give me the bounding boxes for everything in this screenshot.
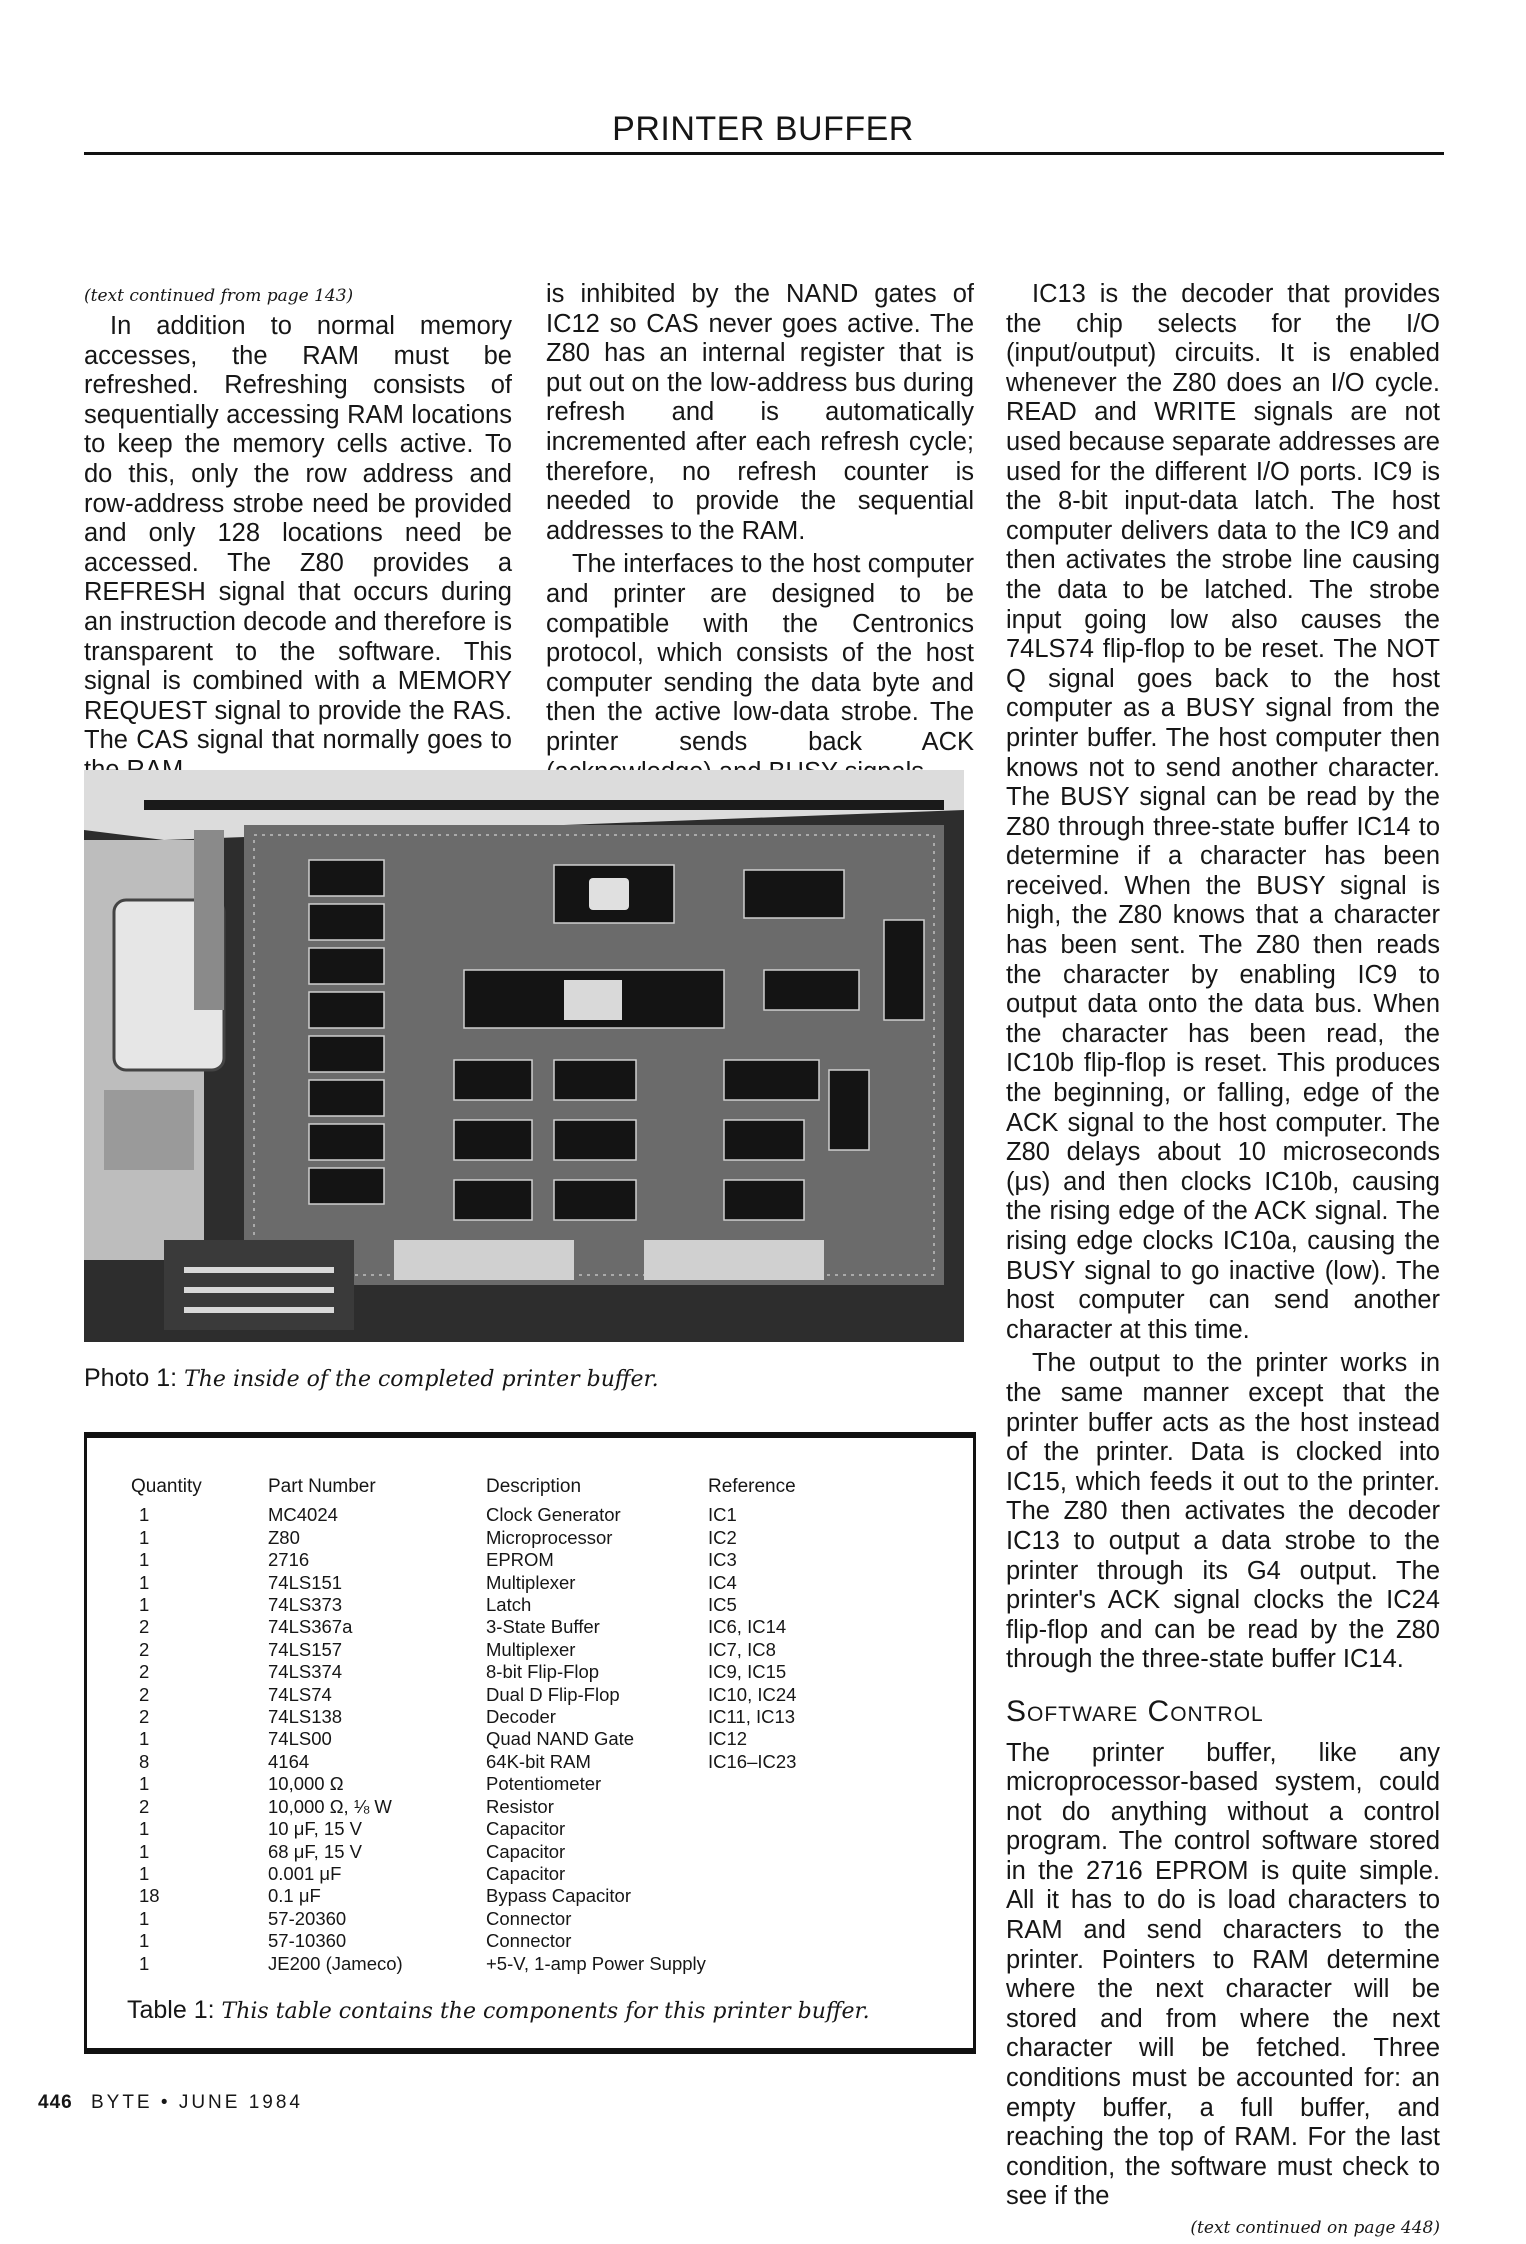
cell-part-number: 10,000 Ω, ⅛ W (268, 1795, 392, 1817)
cell-description: Resistor (486, 1795, 554, 1817)
cell-reference: IC2 (708, 1526, 737, 1548)
cell-description: Clock Generator (486, 1504, 621, 1526)
table-caption (127, 1996, 870, 2025)
cell-part-number: 4164 (268, 1750, 310, 1772)
table-row (131, 1527, 848, 1549)
cell-description: Capacitor (486, 1840, 566, 1862)
cell-part-number: 74LS151 (268, 1571, 343, 1593)
page-footer (38, 2092, 303, 2114)
cell-description: Microprocessor (486, 1526, 613, 1548)
page-number: 446 (38, 2092, 73, 2113)
cell-description: Latch (486, 1594, 532, 1616)
cell-quantity: 2 (139, 1638, 150, 1660)
cell-reference (708, 1953, 848, 1975)
table-row (131, 1863, 848, 1885)
cell-reference: IC1 (708, 1504, 737, 1526)
section-heading: Software Control (1006, 1694, 1264, 1728)
table-row (131, 1549, 848, 1571)
cell-quantity: 1 (139, 1773, 150, 1795)
cell-part-number: 74LS00 (268, 1728, 332, 1750)
col3-paragraph-2: The output to the printer works in the same manner except that the printer buffer acts as the host instead of the printer. Data is clocked into IC15, which feeds it out to the printer. The Z80 then activates the decoder IC13 to output a data strobe to the printer through its G4 output. The printer's ACK signal clocks the IC24 flip-flop and can be read by the Z80 through the three-state buffer IC14. (1006, 1349, 1440, 1674)
cell-quantity: 1 (139, 1571, 150, 1593)
table-row (131, 1773, 848, 1795)
table-row (131, 1706, 848, 1728)
column-3 (1006, 280, 1440, 2244)
table-row (131, 1796, 848, 1818)
cell-quantity: 2 (139, 1706, 150, 1728)
cell-part-number: 0.1 μF (268, 1885, 321, 1907)
cell-reference (708, 1930, 848, 1952)
cell-part-number: 74LS374 (268, 1661, 343, 1683)
cell-quantity: 1 (139, 1526, 150, 1548)
cell-quantity: 1 (139, 1728, 150, 1750)
cell-quantity: 1 (139, 1862, 150, 1884)
continued-from-note: (text continued from page 143) (84, 286, 354, 306)
header-quantity: Quantity (131, 1476, 202, 1497)
magazine-name: BYTE (90, 2092, 153, 2113)
table-row (131, 1639, 848, 1661)
cell-quantity: 2 (139, 1683, 150, 1705)
cell-reference: IC3 (708, 1549, 737, 1571)
table-caption-text: This table contains the components for this printer buffer. (221, 1999, 870, 2024)
cell-reference (708, 1841, 848, 1863)
cell-part-number: 10,000 Ω (268, 1773, 344, 1795)
table-row (131, 1572, 848, 1594)
cell-reference (708, 1796, 848, 1818)
cell-reference: IC7, IC8 (708, 1638, 776, 1660)
cell-description: 3-State Buffer (486, 1616, 600, 1638)
cell-reference: IC12 (708, 1728, 748, 1750)
cell-reference (708, 1908, 848, 1930)
cell-part-number: 68 μF, 15 V (268, 1840, 362, 1862)
col2-paragraph-1: is inhibited by the NAND gates of IC12 so CAS never goes active. The Z80 has an internal register that is put out on the low-address bus during refresh and is automatically incremented after each refresh cycle; therefore, no refresh counter is needed to provide the sequential addresses to the RAM. (546, 280, 974, 545)
cell-quantity: 1 (139, 1930, 150, 1952)
col3-paragraph-3: The printer buffer, like any microprocessor-based system, could not do anything without a control program. The control software stored in the 2716 EPROM is quite simple. All it has to do is load characters to RAM and send characters to the printer. Pointers to RAM determine where the next character will be stored and from where the next character will be fetched. Three conditions must be accounted for: an empty buffer, a full buffer, and reaching the top of RAM. For the last condition, the software must check to see if the (1006, 1738, 1440, 2211)
table-row (131, 1908, 848, 1930)
cell-part-number: 74LS138 (268, 1706, 343, 1728)
table-row (131, 1684, 848, 1706)
cell-description: 8-bit Flip-Flop (486, 1661, 600, 1683)
cell-quantity: 8 (139, 1750, 150, 1772)
cell-quantity: 2 (139, 1661, 150, 1683)
continued-on-note: (text continued on page 448) (1190, 2218, 1440, 2238)
cell-description: 64K-bit RAM (486, 1750, 591, 1772)
cell-quantity: 1 (139, 1504, 150, 1526)
cell-description: Connector (486, 1907, 572, 1929)
column-1 (84, 284, 512, 790)
cell-part-number: Z80 (268, 1526, 300, 1548)
column-2 (546, 280, 974, 791)
cell-description: Quad NAND Gate (486, 1728, 635, 1750)
photo-caption-label: Photo 1: (84, 1364, 178, 1392)
table-row (131, 1841, 848, 1863)
table-row (131, 1818, 848, 1840)
header-description: Description (486, 1476, 582, 1497)
photo-caption-text: The inside of the completed printer buffer. (184, 1367, 659, 1392)
cell-reference: IC16–IC23 (708, 1750, 797, 1772)
cell-part-number: MC4024 (268, 1504, 338, 1526)
cell-description: Dual D Flip-Flop (486, 1683, 620, 1705)
issue-date: JUNE 1984 (178, 2092, 303, 2113)
cell-reference: IC6, IC14 (708, 1616, 787, 1638)
cell-reference: IC9, IC15 (708, 1661, 787, 1683)
cell-description: Capacitor (486, 1862, 566, 1884)
table-row (131, 1504, 848, 1526)
cell-part-number: 10 μF, 15 V (268, 1818, 362, 1840)
cell-quantity: 2 (139, 1616, 150, 1638)
table-header-row (131, 1476, 848, 1504)
cell-reference: IC11, IC13 (708, 1706, 796, 1728)
cell-description: Connector (486, 1930, 572, 1952)
cell-quantity: 1 (139, 1818, 150, 1840)
col3-paragraph-1: IC13 is the decoder that provides the chip selects for the I/O (input/output) circuits. It is enabled whenever the Z80 does an I/O cycle. READ and WRITE signals are not used because separate addresses are used for the different I/O ports. IC9 is the 8-bit input-data latch. The host computer delivers data to the IC9 and then activates the strobe line causing the data to be latched. The strobe input going low also causes the 74LS74 flip-flop to be reset. The NOT Q signal goes back to the host computer as a BUSY signal from the printer buffer. The host computer then knows not to send another character. The BUSY signal can be read by the Z80 through three-state buffer IC14 to determine if a character has been received. When the BUSY signal is high, the Z80 knows that a character has been sent. The Z80 then reads the character by enabling IC9 to output data onto the data bus. When the character has been read, the IC10b flip-flop is reset. This produces the beginning, or falling, edge of the ACK signal to the host computer. The Z80 delays about 10 microseconds (μs) and then clocks IC10b, causing the rising edge of the ACK signal. The rising edge clocks IC10a, causing the BUSY signal to go inactive (low). The host computer can send another character at this time. (1006, 280, 1440, 1344)
cell-description: Bypass Capacitor (486, 1885, 631, 1907)
cell-quantity: 18 (139, 1885, 160, 1907)
cell-quantity: 1 (139, 1907, 150, 1929)
cell-reference (708, 1818, 848, 1840)
cell-part-number: 57-20360 (268, 1907, 347, 1929)
table-row (131, 1885, 848, 1907)
cell-quantity: 1 (139, 1952, 150, 1974)
cell-quantity: 1 (139, 1594, 150, 1616)
cell-reference (708, 1863, 848, 1885)
cell-reference (708, 1885, 848, 1907)
cell-description: Decoder (486, 1706, 556, 1728)
table-row (131, 1661, 848, 1683)
running-header: PRINTER BUFFER (612, 110, 914, 148)
cell-part-number: 2716 (268, 1549, 310, 1571)
cell-reference: IC4 (708, 1571, 737, 1593)
cell-part-number: 74LS373 (268, 1594, 343, 1616)
cell-reference (708, 1773, 848, 1795)
header-reference: Reference (708, 1476, 796, 1497)
cell-quantity: 1 (139, 1840, 150, 1862)
table-row (131, 1728, 848, 1750)
table-row (131, 1594, 848, 1616)
table-row (131, 1616, 848, 1638)
cell-reference: IC10, IC24 (708, 1683, 797, 1705)
parts-table (131, 1476, 848, 1975)
table-row (131, 1751, 848, 1773)
cell-description: Capacitor (486, 1818, 566, 1840)
table-row (131, 1930, 848, 1952)
parts-table-box (84, 1432, 976, 2054)
header-part-number: Part Number (268, 1476, 376, 1497)
table-caption-label: Table 1: (127, 1996, 215, 2024)
cell-description: Multiplexer (486, 1571, 576, 1593)
photo-caption (84, 1364, 659, 1393)
footer-separator: • (160, 2092, 171, 2113)
cell-reference: IC5 (708, 1594, 737, 1616)
col1-paragraph-1: In addition to normal memory accesses, the RAM must be refreshed. Refreshing consists of sequentially accessing RAM locations to keep the memory cells active. To do this, only the row address and row-address strobe need be provided and only 128 locations need be accessed. The Z80 provides a REFRESH signal that occurs during an instruction decode and therefore is transparent to the software. This signal is combined with a MEMORY REQUEST signal to provide the RAS. The CAS signal that normally goes to (84, 312, 512, 755)
cell-quantity: 1 (139, 1549, 150, 1571)
table-row (131, 1953, 848, 1975)
cell-description: EPROM (486, 1549, 554, 1571)
cell-part-number: 74LS367a (268, 1616, 353, 1638)
cell-description: Potentiometer (486, 1773, 602, 1795)
cell-description: Multiplexer (486, 1638, 576, 1660)
circuit-board-photo (84, 770, 964, 1342)
cell-part-number: 74LS74 (268, 1683, 332, 1705)
cell-part-number: 0.001 μF (268, 1862, 342, 1884)
cell-description: +5-V, 1-amp Power Supply (486, 1952, 706, 1974)
col2-paragraph-2: The interfaces to the host computer and printer are designed to be compatible with the Centronics protocol, which consists of the host computer sending the data byte and then the active low-data strobe. The printer sends back ACK (546, 550, 974, 756)
cell-quantity: 2 (139, 1795, 150, 1817)
cell-part-number: 57-10360 (268, 1930, 347, 1952)
cell-part-number: JE200 (Jameco) (268, 1952, 403, 1974)
cell-part-number: 74LS157 (268, 1638, 343, 1660)
header-rule (84, 152, 1444, 155)
